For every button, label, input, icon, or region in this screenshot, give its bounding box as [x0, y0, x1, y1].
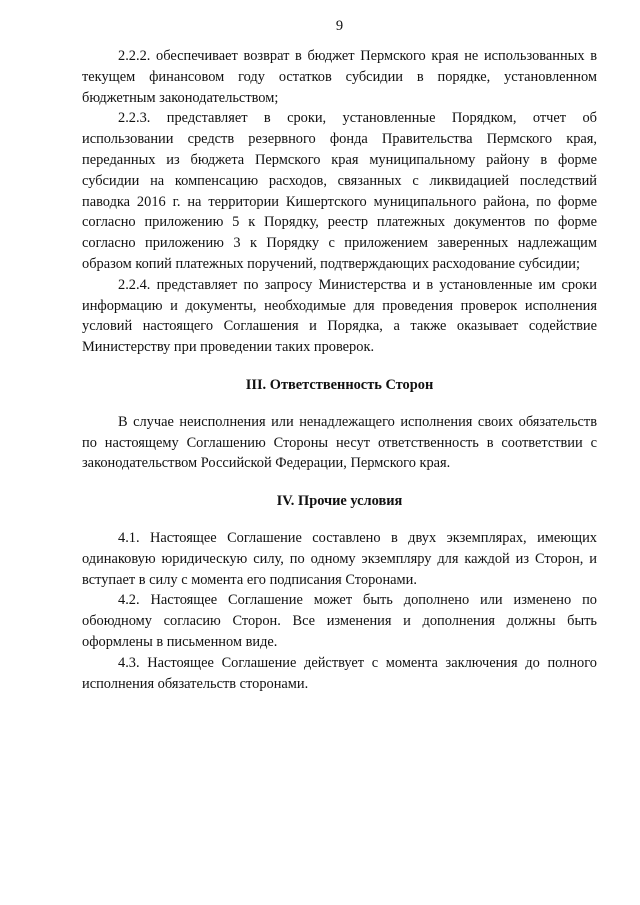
section-heading-responsibility: III. Ответственность Сторон: [245, 376, 434, 393]
section-heading-other-terms: IV. Прочие условия: [276, 493, 403, 510]
paragraph-responsibility: В случае неисполнения или ненадлежащего исполнения своих обязательств по настоящему Соглашению Стороны несут ответственность в соответствии с законодательством Российской Федерации, Пермского края.: [82, 413, 597, 472]
paragraph-4-3: 4.3. Настоящее Соглашение действует с момента заключения до полного исполнения обязательств сторонами.: [82, 654, 597, 692]
document-body: [82, 46, 597, 694]
paragraph-2-2-4: 2.2.4. представляет по запросу Министерства и в установленные им сроки информацию и документы, необходимые для проведения проверок исполнения условий настоящего Соглашения и Порядка, а также оказывает содействие Министерству при проведении таких проверок.: [82, 276, 597, 356]
page-number: 9: [335, 18, 344, 34]
paragraph-4-1: 4.1. Настоящее Соглашение составлено в двух экземплярах, имеющих одинаковую юридическую силу, по одному экземпляру для каждой из Сторон, и вступает в силу с момента его подписания Сторонами.: [82, 529, 597, 588]
paragraph-2-2-3: 2.2.3. представляет в сроки, установленные Порядком, отчет об использовании средств резервного фонда Правительства Пермского края, переданных из бюджета Пермского края муниципальному району в форме субсидии на компенсацию расходов, связанных с ликвидацией последствий паводка 2016 г. на территории Кишертского муниципального района, по форме согласно приложению 5 к Порядку, реестр платежных документов по форме согласно приложению 3 к Порядку с приложением заверенных надлежащим образом копий платежных поручений, подтверждающих расходование субсидии;: [82, 110, 597, 272]
paragraph-2-2-2: 2.2.2. обеспечивает возврат в бюджет Пермского края не использованных в текущем финансовом году остатков субсидии в порядке, установленном бюджетным законодательством;: [82, 48, 597, 106]
paragraph-4-2: 4.2. Настоящее Соглашение может быть дополнено или изменено по обоюдному согласию Сторон. Все изменения и дополнения должны быть оформлены в письменном виде.: [82, 592, 597, 650]
